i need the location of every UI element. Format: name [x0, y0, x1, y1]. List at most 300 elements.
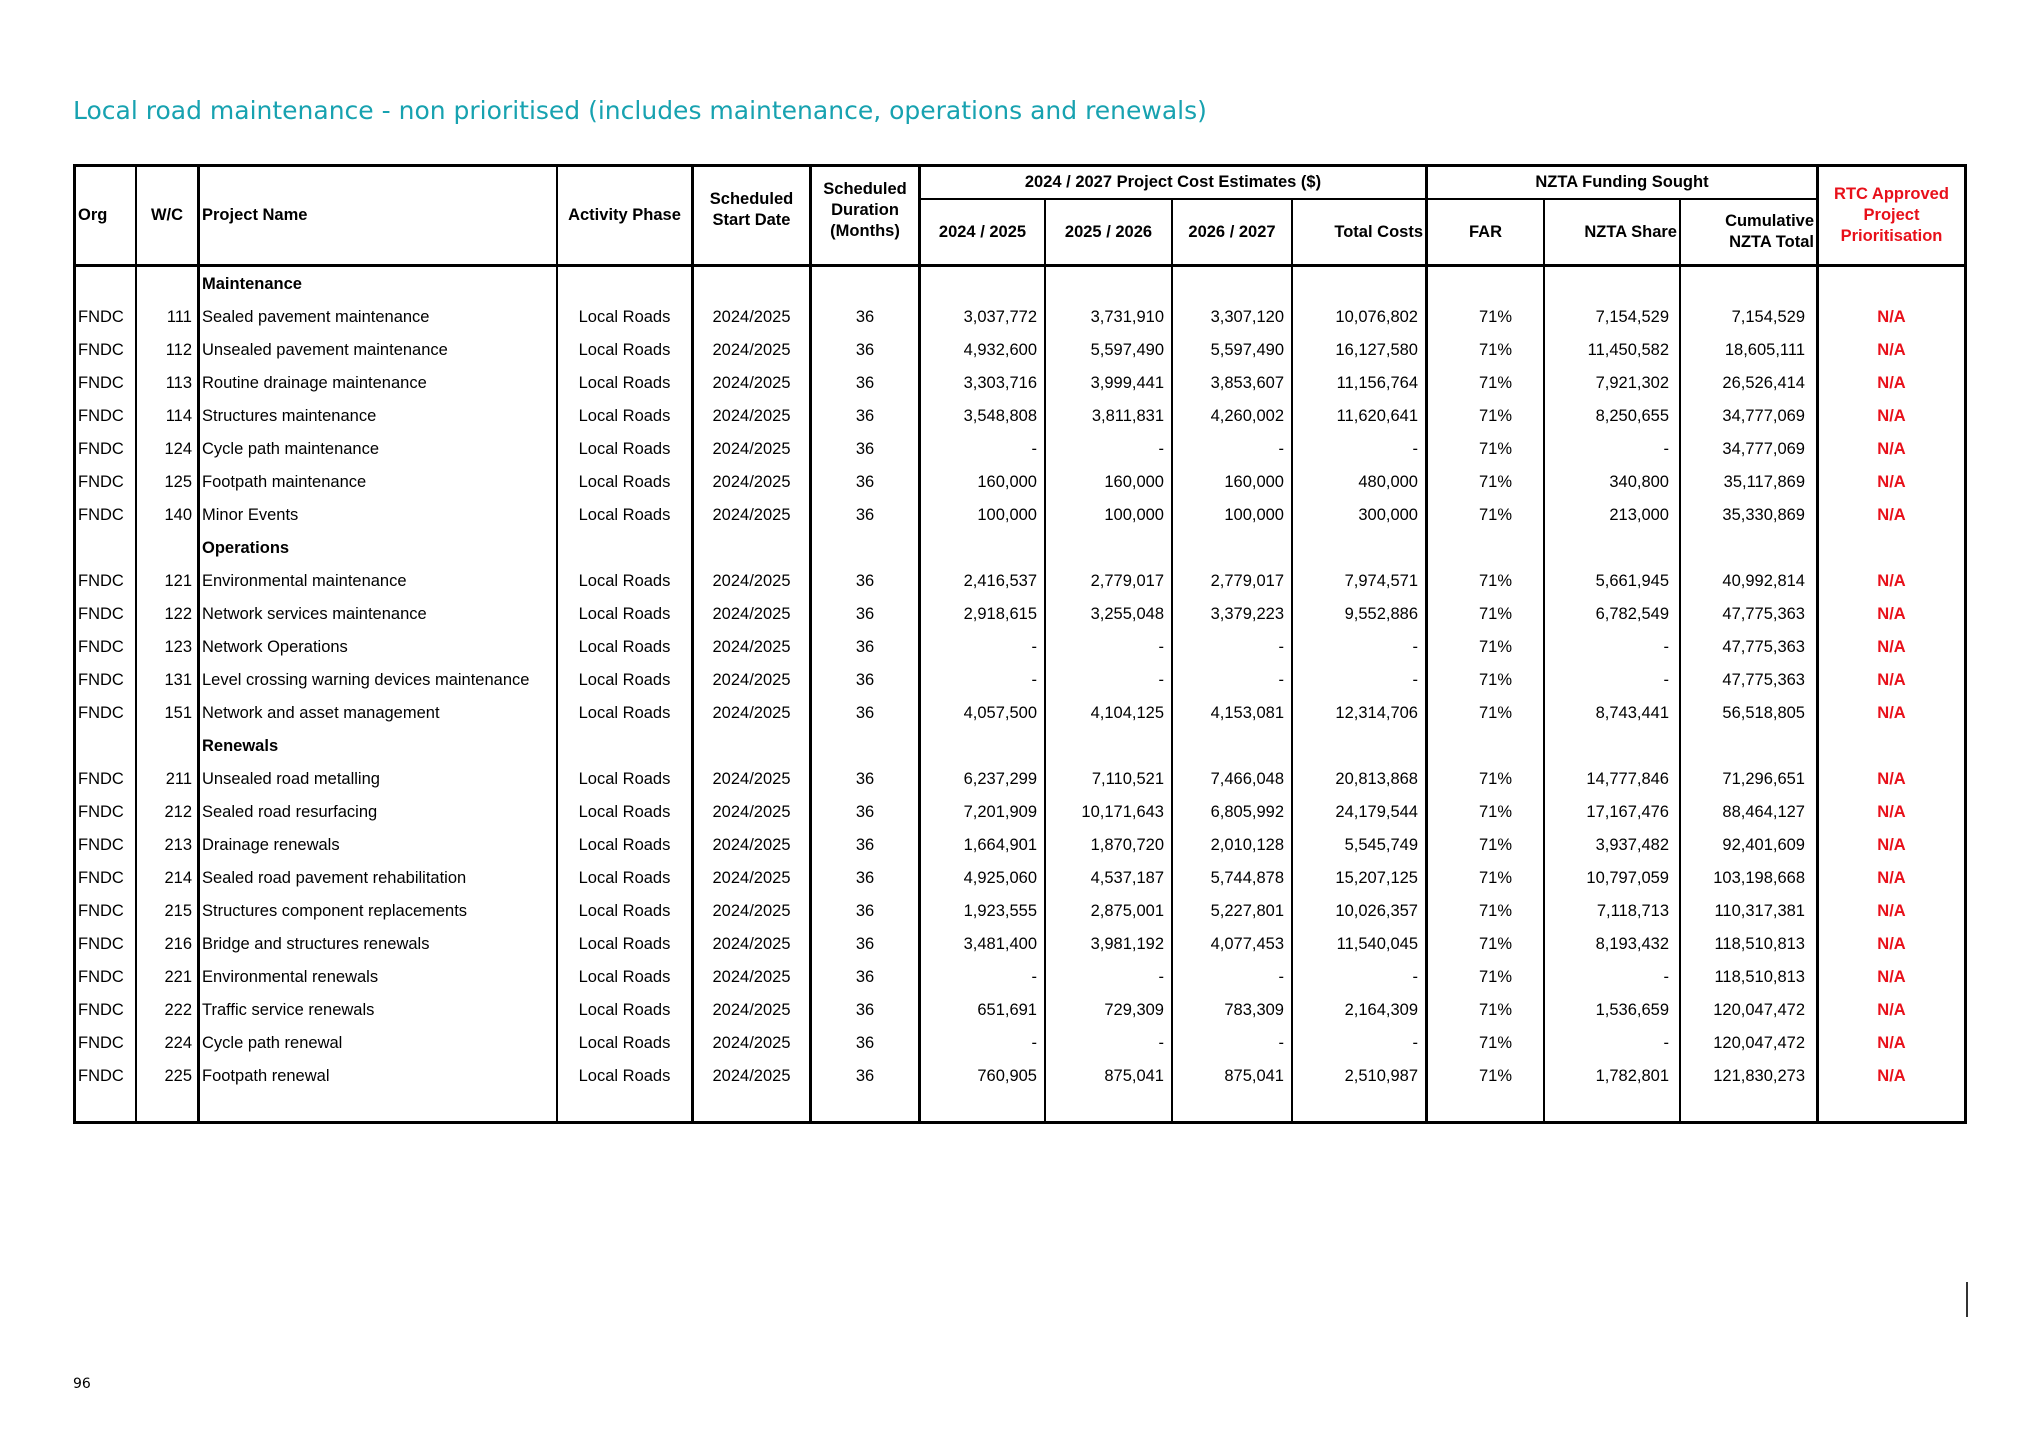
cell-total: 9,552,886: [1344, 605, 1418, 623]
cell-org: FNDC: [78, 968, 124, 986]
cell-y3: -: [1278, 968, 1284, 986]
cell-total: 2,510,987: [1344, 1067, 1418, 1085]
cell-y2: 4,104,125: [1090, 704, 1164, 722]
cell-y1: -: [1031, 638, 1037, 656]
table-row: [76, 631, 1964, 664]
cell-wc: 125: [164, 473, 192, 491]
cell-rtc: N/A: [1877, 935, 1906, 953]
cell-dur: 36: [855, 869, 875, 887]
cell-share: 8,250,655: [1595, 407, 1669, 425]
cell-org: FNDC: [78, 308, 124, 326]
cell-share: -: [1663, 638, 1669, 656]
table-row: [76, 334, 1964, 367]
cell-share: 1,536,659: [1595, 1001, 1669, 1019]
cell-cum: 35,117,869: [1723, 473, 1805, 491]
table-row: [76, 301, 1964, 334]
cell-phase: Local Roads: [578, 1001, 671, 1019]
cell-rtc: N/A: [1877, 605, 1906, 623]
cell-phase: Local Roads: [578, 836, 671, 854]
cell-dur: 36: [855, 638, 875, 656]
cell-org: FNDC: [78, 704, 124, 722]
page-number: 96: [73, 1376, 91, 1392]
cell-far: 71%: [1478, 473, 1512, 491]
cell-y1: -: [1031, 440, 1037, 458]
cell-y1: -: [1031, 968, 1037, 986]
cell-y2: -: [1158, 671, 1164, 689]
cell-org: FNDC: [78, 572, 124, 590]
cell-far: 71%: [1478, 770, 1512, 788]
header-2025-2026: 2025 / 2026: [1064, 222, 1153, 241]
cell-phase: Local Roads: [578, 407, 671, 425]
cell-org: FNDC: [78, 935, 124, 953]
cell-dur: 36: [855, 836, 875, 854]
cell-share: -: [1663, 440, 1669, 458]
cell-rtc: N/A: [1877, 836, 1906, 854]
table-row: [76, 928, 1964, 961]
cell-y1: 651,691: [977, 1001, 1037, 1019]
cell-share: -: [1663, 671, 1669, 689]
section-header-row: [76, 730, 1964, 763]
cell-far: 71%: [1478, 671, 1512, 689]
cell-y1: 1,664,901: [963, 836, 1037, 854]
cell-y2: -: [1158, 1034, 1164, 1052]
cell-org: FNDC: [78, 638, 124, 656]
cell-rtc: N/A: [1877, 803, 1906, 821]
cell-rtc: N/A: [1877, 506, 1906, 524]
header-rtc-approved: RTC Approved Project Prioritisation: [1834, 185, 1949, 245]
cell-y2: 7,110,521: [1091, 770, 1164, 788]
cell-start: 2024/2025: [712, 473, 791, 491]
cell-start: 2024/2025: [712, 902, 791, 920]
cell-rtc: N/A: [1877, 1034, 1906, 1052]
cell-y3: 100,000: [1224, 506, 1284, 524]
table-row: [76, 565, 1964, 598]
cell-total: -: [1412, 968, 1418, 986]
cell-wc: 221: [164, 968, 192, 986]
cell-name: Bridge and structures renewals: [202, 935, 430, 953]
cell-cum: 121,830,273: [1713, 1067, 1805, 1085]
cell-dur: 36: [855, 374, 875, 392]
cell-rtc: N/A: [1877, 671, 1906, 689]
cell-wc: 224: [164, 1034, 192, 1052]
cell-org: FNDC: [78, 506, 124, 524]
cell-y1: -: [1031, 671, 1037, 689]
cell-org: FNDC: [78, 473, 124, 491]
cell-dur: 36: [855, 473, 875, 491]
cell-name: Traffic service renewals: [202, 1001, 375, 1019]
cell-org: FNDC: [78, 770, 124, 788]
cell-wc: 111: [166, 308, 192, 326]
cell-dur: 36: [855, 803, 875, 821]
cell-far: 71%: [1478, 374, 1512, 392]
cell-org: FNDC: [78, 1001, 124, 1019]
cell-y3: 7,466,048: [1210, 770, 1284, 788]
cell-dur: 36: [855, 902, 875, 920]
table-row: [76, 1060, 1964, 1093]
header-2024-2025: 2024 / 2025: [938, 222, 1027, 241]
table-row: [76, 664, 1964, 697]
cell-share: -: [1663, 1034, 1669, 1052]
section-label: Maintenance: [202, 275, 302, 293]
cell-total: 7,974,571: [1344, 572, 1418, 590]
cell-far: 71%: [1478, 1001, 1512, 1019]
cell-wc: 121: [164, 572, 192, 590]
section-label: Operations: [202, 539, 290, 557]
cell-start: 2024/2025: [712, 1067, 791, 1085]
cell-y1: 1,923,555: [963, 902, 1037, 920]
cell-start: 2024/2025: [712, 770, 791, 788]
cell-rtc: N/A: [1877, 638, 1906, 656]
table-row: [76, 994, 1964, 1027]
cell-start: 2024/2025: [712, 638, 791, 656]
cell-cum: 26,526,414: [1722, 374, 1805, 392]
cell-rtc: N/A: [1877, 902, 1906, 920]
cell-share: 1,782,801: [1595, 1067, 1669, 1085]
cell-y3: -: [1278, 1034, 1284, 1052]
cell-far: 71%: [1478, 1034, 1512, 1052]
cell-y3: 160,000: [1224, 473, 1284, 491]
cell-org: FNDC: [78, 869, 124, 887]
cell-y1: 4,925,060: [963, 869, 1037, 887]
cell-y1: 100,000: [977, 506, 1037, 524]
cell-name: Sealed road pavement rehabilitation: [202, 869, 467, 887]
cell-y1: 3,037,772: [963, 308, 1037, 326]
cell-rtc: N/A: [1877, 374, 1906, 392]
cell-y1: 4,932,600: [963, 341, 1037, 359]
cell-dur: 36: [855, 572, 875, 590]
cell-wc: 112: [165, 341, 192, 359]
cell-total: 300,000: [1358, 506, 1418, 524]
cell-start: 2024/2025: [712, 671, 791, 689]
cell-cum: 7,154,529: [1731, 308, 1805, 326]
cell-total: 24,179,544: [1335, 803, 1418, 821]
cell-dur: 36: [855, 704, 875, 722]
cell-total: 10,026,357: [1335, 902, 1418, 920]
cell-name: Structures component replacements: [202, 902, 468, 920]
cell-org: FNDC: [78, 374, 124, 392]
header-far: FAR: [1469, 222, 1502, 241]
cell-phase: Local Roads: [578, 473, 671, 491]
header-nzta-funding: NZTA Funding Sought: [1535, 173, 1709, 191]
cell-y2: 3,731,910: [1090, 308, 1164, 326]
cell-cum: 120,047,472: [1713, 1034, 1805, 1052]
cell-rtc: N/A: [1877, 407, 1906, 425]
cell-total: 15,207,125: [1335, 869, 1418, 887]
cell-cum: 118,510,813: [1714, 935, 1805, 953]
cell-rtc: N/A: [1877, 341, 1906, 359]
table-row: [76, 1027, 1964, 1060]
cell-dur: 36: [855, 407, 875, 425]
cell-far: 71%: [1478, 506, 1512, 524]
cell-phase: Local Roads: [578, 1034, 671, 1052]
cell-cum: 35,330,869: [1722, 506, 1805, 524]
table-row: [76, 433, 1964, 466]
cell-name: Level crossing warning devices maintenance: [202, 671, 530, 689]
cell-y2: 1,870,720: [1090, 836, 1164, 854]
cell-wc: 151: [164, 704, 192, 722]
cell-rtc: N/A: [1877, 308, 1906, 326]
cell-rtc: N/A: [1877, 440, 1906, 458]
cell-phase: Local Roads: [578, 440, 671, 458]
cell-total: -: [1412, 638, 1418, 656]
cell-dur: 36: [855, 1001, 875, 1019]
header-cost-estimates: 2024 / 2027 Project Cost Estimates ($): [1024, 173, 1322, 191]
cell-wc: 114: [165, 407, 192, 425]
cell-name: Sealed road resurfacing: [202, 803, 378, 821]
cell-y3: 4,153,081: [1210, 704, 1284, 722]
section-header-row: [76, 268, 1964, 301]
cell-share: 213,000: [1609, 506, 1669, 524]
cell-org: FNDC: [78, 605, 124, 623]
cell-cum: 47,775,363: [1722, 671, 1805, 689]
cell-far: 71%: [1478, 704, 1512, 722]
table-row: [76, 829, 1964, 862]
cell-dur: 36: [855, 935, 875, 953]
cell-start: 2024/2025: [712, 704, 791, 722]
cell-name: Footpath maintenance: [202, 473, 367, 491]
cell-rtc: N/A: [1877, 704, 1906, 722]
margin-change-bar: [1966, 1282, 1968, 1317]
cell-dur: 36: [855, 671, 875, 689]
cell-rtc: N/A: [1877, 770, 1906, 788]
cell-phase: Local Roads: [578, 638, 671, 656]
cell-y2: 3,255,048: [1090, 605, 1164, 623]
cell-org: FNDC: [78, 1034, 124, 1052]
cell-far: 71%: [1478, 572, 1512, 590]
cell-y1: 6,237,299: [963, 770, 1037, 788]
cell-total: 20,813,868: [1335, 770, 1418, 788]
cell-far: 71%: [1478, 836, 1512, 854]
cell-y3: 2,779,017: [1210, 572, 1284, 590]
cell-share: 3,937,482: [1595, 836, 1669, 854]
cell-y3: 3,853,607: [1210, 374, 1284, 392]
table-row: [76, 862, 1964, 895]
cell-y3: 4,077,453: [1210, 935, 1284, 953]
cell-phase: Local Roads: [578, 605, 671, 623]
cell-far: 71%: [1478, 341, 1512, 359]
cell-y2: 3,981,192: [1090, 935, 1164, 953]
cell-start: 2024/2025: [712, 506, 791, 524]
cell-dur: 36: [855, 506, 875, 524]
cell-dur: 36: [855, 341, 875, 359]
cell-y1: 7,201,909: [963, 803, 1037, 821]
cell-wc: 213: [164, 836, 192, 854]
cell-start: 2024/2025: [712, 869, 791, 887]
cell-name: Cycle path maintenance: [202, 440, 380, 458]
cell-name: Environmental renewals: [202, 968, 379, 986]
cell-wc: 212: [164, 803, 192, 821]
cell-total: -: [1412, 1034, 1418, 1052]
cell-name: Network services maintenance: [202, 605, 427, 623]
cell-far: 71%: [1478, 935, 1512, 953]
cell-y2: -: [1158, 638, 1164, 656]
cell-y1: 760,905: [977, 1067, 1037, 1085]
cell-y1: 2,416,537: [963, 572, 1037, 590]
cell-wc: 222: [164, 1001, 192, 1019]
cell-phase: Local Roads: [578, 935, 671, 953]
cell-total: 5,545,749: [1344, 836, 1418, 854]
cell-wc: 214: [164, 869, 192, 887]
cell-dur: 36: [855, 605, 875, 623]
cell-share: 17,167,476: [1586, 803, 1669, 821]
cell-start: 2024/2025: [712, 605, 791, 623]
cell-start: 2024/2025: [712, 968, 791, 986]
cell-y3: 3,307,120: [1210, 308, 1284, 326]
cell-name: Network and asset management: [202, 704, 440, 722]
cell-wc: 140: [164, 506, 192, 524]
cell-name: Environmental maintenance: [202, 572, 407, 590]
table-row: [76, 367, 1964, 400]
cell-total: -: [1412, 671, 1418, 689]
cell-cum: 118,510,813: [1714, 968, 1805, 986]
cell-y3: 875,041: [1224, 1067, 1284, 1085]
cell-cum: 47,775,363: [1722, 638, 1805, 656]
cell-cum: 47,775,363: [1722, 605, 1805, 623]
cell-start: 2024/2025: [712, 440, 791, 458]
cell-y3: 3,379,223: [1210, 605, 1284, 623]
cell-org: FNDC: [78, 803, 124, 821]
cell-start: 2024/2025: [712, 935, 791, 953]
header-project-name: Project Name: [202, 206, 308, 224]
header-wc: W/C: [150, 206, 184, 224]
cell-share: -: [1663, 968, 1669, 986]
cell-y1: 3,481,400: [963, 935, 1037, 953]
table-row: [76, 961, 1964, 994]
cell-y1: 160,000: [977, 473, 1037, 491]
cell-wc: 131: [164, 671, 192, 689]
cell-total: 16,127,580: [1335, 341, 1418, 359]
cell-y3: 6,805,992: [1210, 803, 1284, 821]
cell-y2: 2,875,001: [1090, 902, 1164, 920]
header-duration: Scheduled Duration (Months): [823, 179, 907, 240]
cell-y3: -: [1278, 638, 1284, 656]
cell-share: 8,193,432: [1595, 935, 1669, 953]
cell-y2: 3,999,441: [1090, 374, 1164, 392]
cell-phase: Local Roads: [578, 869, 671, 887]
header-2026-2027: 2026 / 2027: [1188, 222, 1276, 241]
cell-total: 2,164,309: [1344, 1001, 1418, 1019]
cell-y2: -: [1158, 440, 1164, 458]
cell-wc: 215: [164, 902, 192, 920]
table-row: [76, 796, 1964, 829]
cell-far: 71%: [1478, 605, 1512, 623]
cell-phase: Local Roads: [578, 374, 671, 392]
cell-org: FNDC: [78, 671, 124, 689]
cell-far: 71%: [1478, 638, 1512, 656]
cell-cum: 34,777,069: [1722, 440, 1805, 458]
cell-name: Drainage renewals: [202, 836, 340, 854]
cell-share: 10,797,059: [1586, 869, 1669, 887]
cell-org: FNDC: [78, 407, 124, 425]
cell-wc: 122: [164, 605, 192, 623]
cell-start: 2024/2025: [712, 1001, 791, 1019]
cell-phase: Local Roads: [578, 704, 671, 722]
header-nzta-share: NZTA Share: [1584, 222, 1677, 241]
cell-wc: 124: [164, 440, 192, 458]
cell-org: FNDC: [78, 902, 124, 920]
cell-name: Structures maintenance: [202, 407, 377, 425]
cell-start: 2024/2025: [712, 803, 791, 821]
cell-y2: 3,811,831: [1091, 407, 1164, 425]
cell-start: 2024/2025: [712, 407, 791, 425]
cell-org: FNDC: [78, 341, 124, 359]
cell-total: 10,076,802: [1335, 308, 1418, 326]
cell-share: 340,800: [1609, 473, 1669, 491]
cell-total: 11,620,641: [1336, 407, 1418, 425]
cell-wc: 123: [164, 638, 192, 656]
cell-rtc: N/A: [1877, 1067, 1906, 1085]
cell-name: Network Operations: [202, 638, 348, 656]
cell-dur: 36: [855, 440, 875, 458]
cell-phase: Local Roads: [578, 506, 671, 524]
cell-share: 7,118,713: [1596, 902, 1669, 920]
cell-wc: 225: [164, 1067, 192, 1085]
cell-org: FNDC: [78, 836, 124, 854]
cell-name: Footpath renewal: [202, 1067, 330, 1085]
cell-total: 480,000: [1358, 473, 1418, 491]
table-row: [76, 697, 1964, 730]
cell-name: Sealed pavement maintenance: [202, 308, 430, 326]
cell-phase: Local Roads: [578, 572, 671, 590]
cell-y3: 5,597,490: [1210, 341, 1284, 359]
cell-cum: 110,317,381: [1714, 902, 1805, 920]
cell-far: 71%: [1478, 902, 1512, 920]
cell-y2: 160,000: [1104, 473, 1164, 491]
cell-name: Routine drainage maintenance: [202, 374, 427, 392]
cell-y1: 3,548,808: [963, 407, 1037, 425]
cell-cum: 103,198,668: [1713, 869, 1805, 887]
header-start-date: Scheduled Start Date: [709, 190, 794, 229]
cell-y2: 729,309: [1104, 1001, 1164, 1019]
cell-phase: Local Roads: [578, 308, 671, 326]
cell-phase: Local Roads: [578, 968, 671, 986]
funding-table: [73, 164, 1967, 1124]
cell-y3: 2,010,128: [1210, 836, 1284, 854]
cell-cum: 40,992,814: [1722, 572, 1805, 590]
section-label: Renewals: [202, 737, 279, 755]
cell-cum: 18,605,111: [1724, 341, 1805, 359]
cell-org: FNDC: [78, 1067, 124, 1085]
cell-rtc: N/A: [1877, 1001, 1906, 1019]
cell-far: 71%: [1478, 308, 1512, 326]
header-total-costs: Total Costs: [1334, 222, 1423, 241]
cell-start: 2024/2025: [712, 836, 791, 854]
cell-y1: -: [1031, 1034, 1037, 1052]
cell-y3: 5,744,878: [1210, 869, 1284, 887]
cell-cum: 71,296,651: [1722, 770, 1805, 788]
cell-y3: 783,309: [1224, 1001, 1284, 1019]
cell-y2: 2,779,017: [1090, 572, 1164, 590]
table-row: [76, 499, 1964, 532]
page-title: Local road maintenance - non prioritised (includes maintenance, operations and renewals): [73, 96, 1207, 125]
cell-far: 71%: [1478, 407, 1512, 425]
cell-rtc: N/A: [1877, 572, 1906, 590]
cell-start: 2024/2025: [712, 1034, 791, 1052]
cell-share: 8,743,441: [1595, 704, 1669, 722]
cell-y3: 5,227,801: [1210, 902, 1284, 920]
cell-y2: 875,041: [1104, 1067, 1164, 1085]
cell-far: 71%: [1478, 1067, 1512, 1085]
cell-far: 71%: [1478, 803, 1512, 821]
cell-phase: Local Roads: [578, 902, 671, 920]
cell-share: 11,450,582: [1587, 341, 1669, 359]
cell-cum: 120,047,472: [1713, 1001, 1805, 1019]
header-bottom-rule: [76, 264, 1964, 267]
cell-total: 12,314,706: [1335, 704, 1418, 722]
cell-wc: 211: [165, 770, 192, 788]
cell-rtc: N/A: [1877, 869, 1906, 887]
cell-far: 71%: [1478, 869, 1512, 887]
